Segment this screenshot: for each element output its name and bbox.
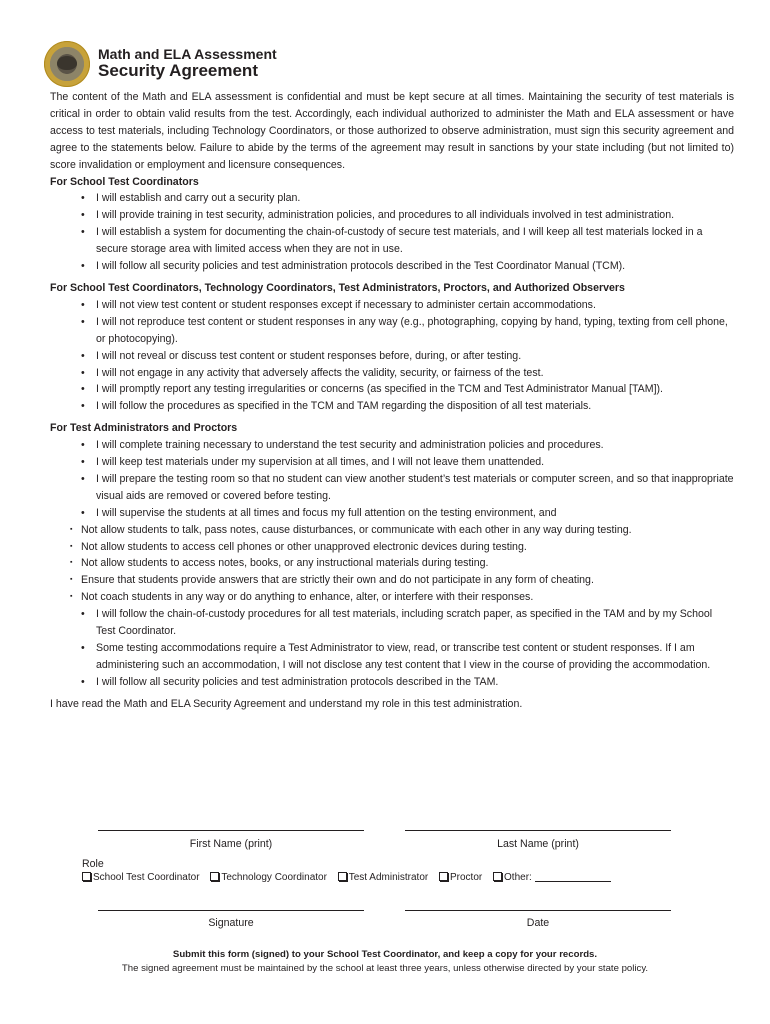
list-item: • I will establish and carry out a security plan. <box>50 190 734 207</box>
sub-list-item: ▪ Not allow students to talk, pass notes, cause disturbances, or communicate with each other in any way during testing. <box>50 522 734 539</box>
sub-list-item: ▪ Not allow students to access notes, books, or any instructional materials during testing. <box>50 555 734 572</box>
document-title: Security Agreement <box>98 61 258 80</box>
list-item: • Some testing accommodations require a Test Administrator to view, read, or transcribe test content or student responses. If I am administering such an accommodation, I will not disclose any test content that I view in the course of providing the accommodation. <box>50 640 734 674</box>
list-item: • I will follow the chain-of-custody procedures for all test materials, including scratch paper, as specified in the TAM and by my School Test Coordinator. <box>50 606 734 640</box>
list-item: • I will complete training necessary to understand the test security and administration policies and procedures. <box>50 437 734 454</box>
role-option-tech[interactable]: Technology Coordinator <box>210 872 327 883</box>
last-name-line[interactable] <box>405 830 671 831</box>
role-option-proctor[interactable]: Proctor <box>439 872 482 883</box>
supervision-sublist <box>81 522 734 607</box>
section-heading-stc: For School Test Coordinators <box>50 175 199 188</box>
signature-line[interactable] <box>98 910 364 911</box>
list-item-text: I will supervise the students at all times and focus my full attention on the testing environment, and <box>96 506 557 519</box>
checkbox-icon[interactable] <box>82 872 91 881</box>
state-seal-logo <box>44 41 90 87</box>
checkbox-icon[interactable] <box>493 872 502 881</box>
signature-caption: Signature <box>208 917 254 929</box>
sub-list-item: ▪ Not allow students to access cell phones or other unapproved electronic devices during testing. <box>50 539 734 556</box>
list-item: • I will establish a system for documenting the chain-of-custody of secure test materials, and I will keep all test materials locked in a secure storage area with limited access when they are not in use. <box>50 224 734 258</box>
list-item: • I will not reproduce test content or student responses in any way (e.g., photographing, copying by hand, typing, texting from cell phone, or photocopying). <box>50 314 734 348</box>
footer-instruction: Submit this form (signed) to your School Test Coordinator, and keep a copy for your records. <box>172 949 598 960</box>
footer <box>0 948 770 976</box>
list-item: • I will not reveal or discuss test content or student responses before, during, or after testing. <box>50 348 734 365</box>
section-heading-all: For School Test Coordinators, Technology Coordinators, Test Administrators, Proctors, and Authorized Observers <box>50 281 625 294</box>
sub-list-item: ▪ Ensure that students provide answers that are strictly their own and do not participate in any form of cheating. <box>50 572 734 589</box>
agreement-body <box>50 89 734 723</box>
list-item: • I will keep test materials under my supervision at all times, and I will not leave them unattended. <box>50 454 734 471</box>
last-name-caption: Last Name (print) <box>497 838 579 850</box>
other-role-blank[interactable] <box>535 881 611 882</box>
role-option-other[interactable]: Other: <box>493 872 611 883</box>
date-caption: Date <box>526 917 550 929</box>
list-item: • I will promptly report any testing irregularities or concerns (as specified in the TCM and Test Administrator Manual [TAM]). <box>50 381 734 398</box>
role-option-stc[interactable]: School Test Coordinator <box>82 872 200 883</box>
section-heading-ta: For Test Administrators and Proctors <box>50 422 238 435</box>
checkbox-icon[interactable] <box>210 872 219 881</box>
first-name-caption: First Name (print) <box>189 838 273 850</box>
list-item <box>50 505 734 606</box>
all-roles-list <box>50 297 734 415</box>
first-name-line[interactable] <box>98 830 364 831</box>
role-option-ta[interactable]: Test Administrator <box>338 872 428 883</box>
stc-list <box>50 190 734 275</box>
document-subtitle: Math and ELA Assessment <box>98 46 277 62</box>
sub-list-item: ▪ Not coach students in any way or do anything to enhance, alter, or interfere with their responses. <box>50 589 734 606</box>
list-item: • I will follow the procedures as specified in the TCM and TAM regarding the disposition of all test materials. <box>50 398 734 415</box>
footer-retention-note: The signed agreement must be maintained by the school at least three years, unless otherwise directed by your state policy. <box>121 963 649 974</box>
checkbox-icon[interactable] <box>439 872 448 881</box>
list-item: • I will prepare the testing room so that no student can view another student’s test materials or computer screen, and so that inappropriate visual aids are removed or covered before testing. <box>50 471 734 505</box>
list-item: • I will follow all security policies and test administration protocols described in the Test Coordinator Manual (TCM). <box>50 258 734 275</box>
list-item: • I will not engage in any activity that adversely affects the validity, security, or fairness of the test. <box>50 365 734 382</box>
role-options <box>82 872 619 883</box>
intro-paragraph: The content of the Math and ELA assessment is confidential and must be kept secure at all times. Maintaining the security of test materials is critical in order to obtain valid results from the test. Accordingly, each individual authorized to administer the Math and ELA assessment or have access to test materials, including Technology Coordinators, or those authorized to observe administration, must sign this security agreement and agree to the statements below. Failure to abide by the terms of the agreement may result in sanctions by your state including (but not limited to) score invalidation or employment and licensure consequences. <box>50 91 734 171</box>
ta-list <box>50 437 734 691</box>
role-label: Role <box>82 858 104 870</box>
list-item: • I will provide training in test security, administration policies, and procedures to all individuals involved in test administration. <box>50 207 734 224</box>
date-line[interactable] <box>405 910 671 911</box>
checkbox-icon[interactable] <box>338 872 347 881</box>
list-item: • I will follow all security policies and test administration protocols described in the TAM. <box>50 674 734 691</box>
list-item: • I will not view test content or student responses except if necessary to administer certain accommodations. <box>50 297 734 314</box>
acknowledgement-text: I have read the Math and ELA Security Agreement and understand my role in this test administration. <box>50 697 523 710</box>
